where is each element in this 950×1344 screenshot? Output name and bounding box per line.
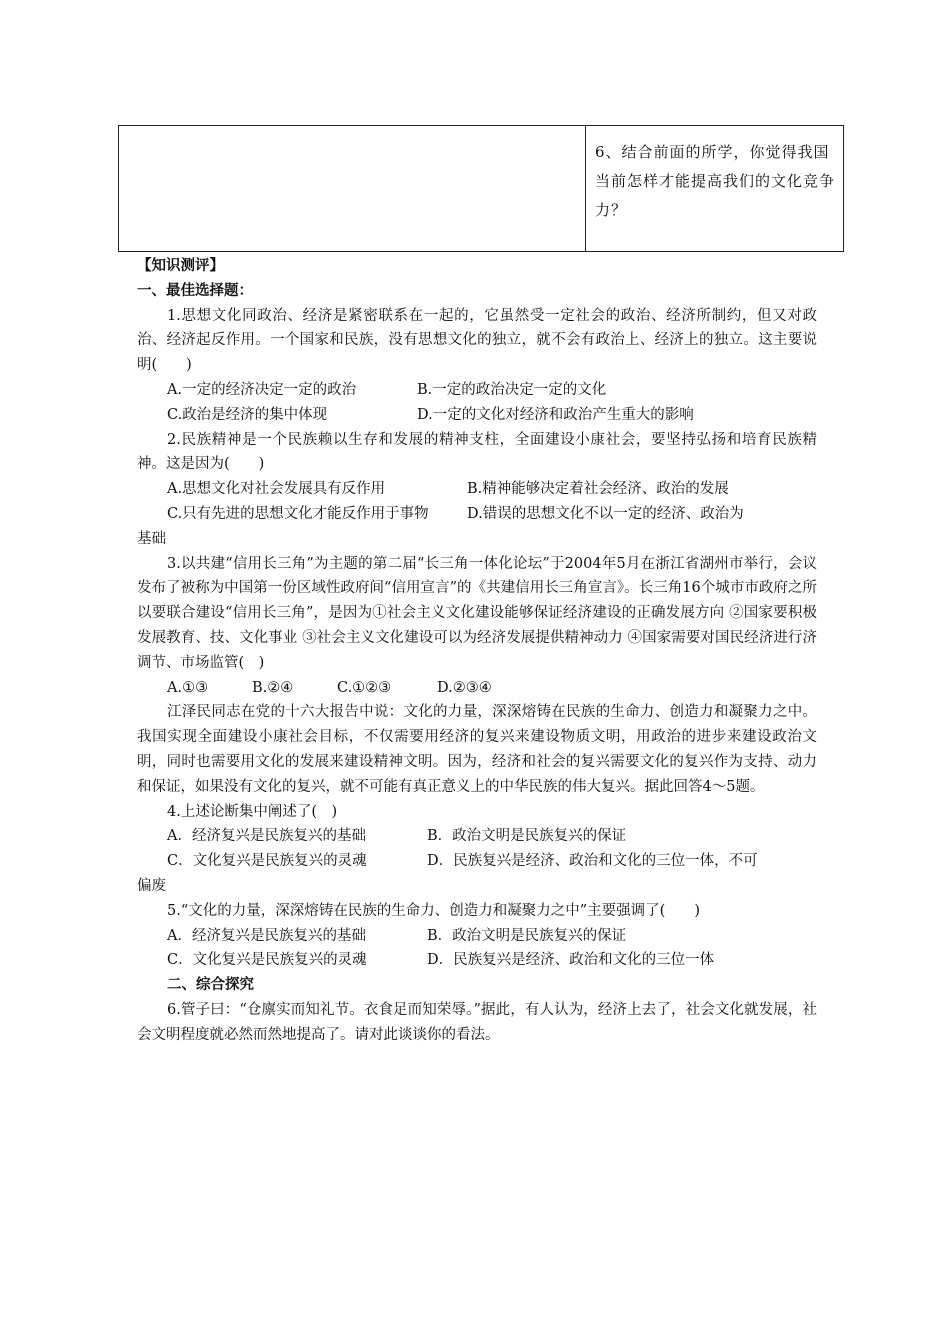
reading-passage: 江泽民同志在党的十六大报告中说：文化的力量，深深熔铸在民族的生命力、创造力和凝聚力之中。我国实现全面建设小康社会目标，不仅需要用经济的复兴来建设物质文明，用政治的进步来建设政治文明，同时也需要用文化的发展来建设精神文明。因为，经济和社会的复兴需要文化的复兴作为支持、动力和保证，如果没有文化的复兴，就不可能有真正意义上的中华民族的伟大复兴。据此回答4～5题。 — [137, 704, 817, 795]
question-2-options-row1 — [137, 477, 817, 502]
q3-option-a: A.①③ — [167, 679, 209, 696]
question-6: 6.管子曰：“仓廪实而知礼节。衣食足而知荣辱。”据此，有人认为，经济上去了，社会文化就发展，社会文明程度就必然而然地提高了。请对此谈谈你的看法。 — [137, 1001, 817, 1043]
q4-option-c: C．文化复兴是民族复兴的灵魂 — [167, 853, 367, 870]
question-4-options-row1 — [137, 824, 817, 849]
table-column-divider — [585, 126, 586, 251]
part2-title: 二、综合探究 — [167, 977, 254, 994]
question-5-stem: 5.“文化的力量，深深熔铸在民族的生命力、创造力和凝聚力之中”主要强调了( ) — [167, 902, 700, 919]
question-4-stem: 4.上述论断集中阐述了( ) — [167, 803, 338, 820]
question-3-stem: 3.以共建“信用长三角”为主题的第二届“长三角一体化论坛”于2004年5月在浙江省湖州市举行，会议发布了被称为中国第一份区域性政府间“信用宣言”的《共建信用长三角宣言》。长三角16个城市市政府之所以要联合建设“信用长三角”，是因为①社会主义文化建设能够保证经济建设的正确发展方向 ②国家要积极发展教育、技、文化事业 ③社会主义文化建设可以为经济发展提供精神动力 ④国家需要对国民经济进行济调节、市场监管( ) — [137, 555, 817, 671]
q5-option-c: C．文化复兴是民族复兴的灵魂 — [167, 952, 367, 969]
q5-option-b: B．政治文明是民族复兴的保证 — [427, 927, 627, 944]
question-5-options-row2 — [137, 948, 817, 973]
q5-option-d: D．民族复兴是经济、政治和文化的三位一体 — [427, 952, 715, 969]
q3-option-b: B.②④ — [252, 679, 294, 696]
question-2-stem: 2.民族精神是一个民族赖以生存和发展的精神支柱，全面建设小康社会，要坚持弘扬和培育民族精神。这是因为( ) — [137, 431, 817, 473]
question-4-options-row2 — [137, 849, 817, 874]
q2-option-a: A.思想文化对社会发展具有反作用 — [167, 481, 386, 498]
part1-title: 一、最佳选择题： — [137, 282, 253, 299]
question-1-options-row1 — [137, 378, 817, 403]
top-table — [118, 125, 844, 252]
q2-option-d-continued: 基础 — [137, 530, 166, 547]
q1-option-c: C.政治是经济的集中体现 — [167, 406, 328, 423]
q4-option-d-continued: 偏废 — [137, 877, 166, 894]
question-1-options-row2 — [137, 403, 817, 428]
q3-option-d: D.②③④ — [437, 679, 492, 696]
q4-option-b: B．政治文明是民族复兴的保证 — [427, 828, 627, 845]
q2-option-b: B.精神能够决定着社会经济、政治的发展 — [467, 481, 729, 498]
q1-option-d: D.一定的文化对经济和政治产生重大的影响 — [417, 406, 694, 423]
section-title: 【知识测评】 — [137, 258, 224, 274]
question-5-options-row1 — [137, 924, 817, 949]
q1-option-b: B.一定的政治决定一定的文化 — [417, 381, 607, 398]
q3-option-c: C.①②③ — [337, 679, 392, 696]
q5-option-a: A．经济复兴是民族复兴的基础 — [167, 927, 366, 944]
question-2-options-row2 — [137, 502, 817, 527]
q4-option-d: D．民族复兴是经济、政治和文化的三位一体，不可 — [427, 853, 758, 870]
question-3-options — [137, 676, 817, 701]
q4-option-a: A．经济复兴是民族复兴的基础 — [167, 828, 366, 845]
q1-option-a: A.一定的经济决定一定的政治 — [167, 381, 357, 398]
q2-option-c: C.只有先进的思想文化才能反作用于事物 — [167, 505, 429, 522]
q2-option-d: D.错误的思想文化不以一定的经济、政治为 — [467, 505, 744, 522]
question-1-stem: 1.思想文化同政治、经济是紧密联系在一起的，它虽然受一定社会的政治、经济所制约，但又对政治、经济起反作用。一个国家和民族，没有思想文化的独立，就不会有政治上、经济上的独立。这主要说明( ) — [137, 307, 817, 374]
table-right-cell: 6、结合前面的所学，你觉得我国当前怎样才能提高我们的文化竞争力？ — [595, 143, 836, 219]
document-body — [137, 254, 817, 1048]
